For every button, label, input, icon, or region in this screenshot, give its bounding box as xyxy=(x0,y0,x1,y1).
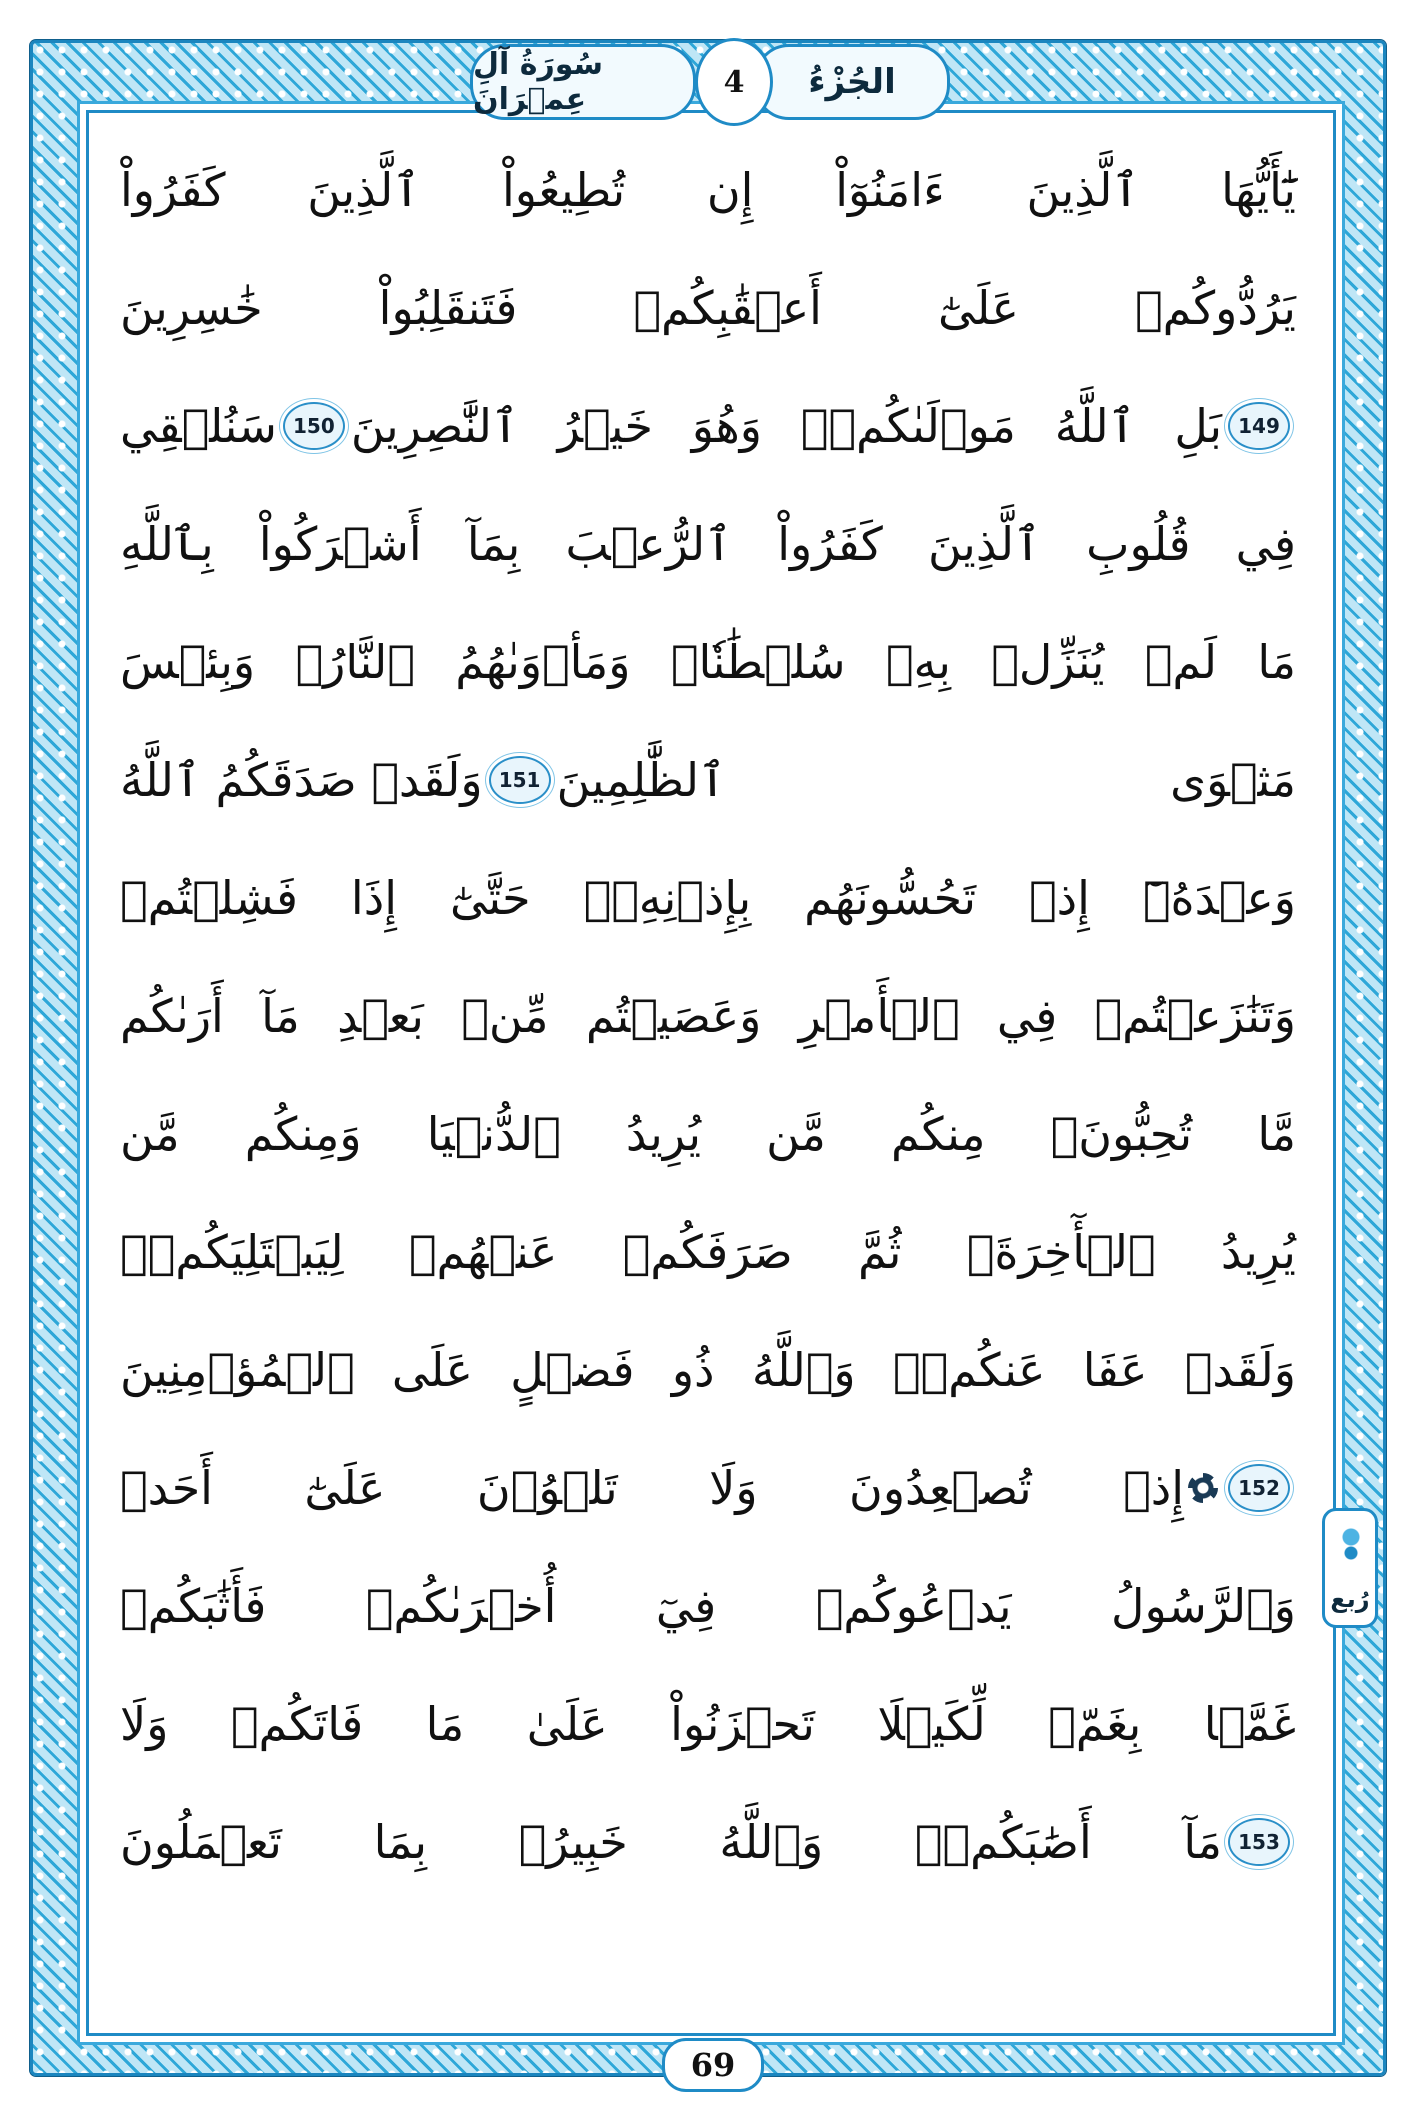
line-text: بَلِ ٱللَّهُ مَوۡلَىٰكُمۡۖ وَهُوَ خَيۡرُ ٱلنَّٰصِرِينَ xyxy=(350,399,1222,453)
text-line xyxy=(120,1320,1296,1420)
text-line xyxy=(120,730,1296,830)
line-text: مَثۡوَى ٱلظَّٰلِمِينَ xyxy=(556,753,1296,807)
text-line xyxy=(120,1202,1296,1302)
line-text: مَا لَمۡ يُنَزِّلۡ بِهِۦ سُلۡطَٰنٗاۖ وَمَأۡوَىٰهُمُ ٱلنَّارُۖ وَبِئۡسَ xyxy=(120,635,1296,689)
line-text: يَرُدُّوكُمۡ عَلَىٰٓ أَعۡقَٰبِكُمۡ فَتَنقَلِبُواْ خَٰسِرِينَ xyxy=(120,281,1296,335)
text-line xyxy=(120,966,1296,1066)
line-text: وَلَقَدۡ صَدَقَكُمُ ٱللَّهُ xyxy=(120,753,483,807)
line-text: وَعۡدَهُۥٓ إِذۡ تَحُسُّونَهُم بِإِذۡنِهِۦۖ حَتَّىٰٓ إِذَا فَشِلۡتُمۡ xyxy=(120,871,1296,925)
rub-label: رُبع xyxy=(1330,1585,1370,1613)
text-line xyxy=(120,1556,1296,1656)
text-line xyxy=(120,1792,1296,1892)
line-text: وَتَنَٰزَعۡتُمۡ فِي ٱلۡأَمۡرِ وَعَصَيۡتُم مِّنۢ بَعۡدِ مَآ أَرَىٰكُم xyxy=(120,989,1296,1043)
page-text xyxy=(120,140,1296,2020)
line-text: مَآ أَصَٰبَكُمۡۗ وَٱللَّهُ خَبِيرُۢ بِمَا تَعۡمَلُونَ xyxy=(120,1815,1222,1869)
text-line xyxy=(120,376,1296,476)
line-text: غَمَّۢا بِغَمّٖ لِّكَيۡلَا تَحۡزَنُواْ عَلَىٰ مَا فَاتَكُمۡ وَلَا xyxy=(120,1697,1296,1751)
text-line xyxy=(120,494,1296,594)
text-line xyxy=(120,1674,1296,1774)
page-number: 69 xyxy=(662,2038,764,2092)
ayah-marker: 152 xyxy=(1228,1464,1290,1512)
text-line xyxy=(120,258,1296,358)
line-text: مَّا تُحِبُّونَۚ مِنكُم مَّن يُرِيدُ ٱلدُّنۡيَا وَمِنكُم مَّن xyxy=(120,1107,1296,1161)
line-text: يَٰٓأَيُّهَا ٱلَّذِينَ ءَامَنُوٓاْ إِن تُطِيعُواْ ٱلَّذِينَ كَفَرُواْ xyxy=(120,163,1296,217)
text-line xyxy=(120,140,1296,240)
rub-ornament-icon xyxy=(1338,1521,1364,1561)
text-line xyxy=(120,612,1296,712)
ayah-marker: 149 xyxy=(1228,402,1290,450)
line-text: سَنُلۡقِي xyxy=(120,399,277,453)
page-header xyxy=(470,38,950,122)
text-line xyxy=(120,848,1296,948)
ayah-marker: 150 xyxy=(283,402,345,450)
line-text: إِذۡ تُصۡعِدُونَ وَلَا تَلۡوُۥنَ عَلَىٰٓ أَحَدٖ xyxy=(120,1461,1184,1515)
juz-label: الجُزْءُ xyxy=(754,44,950,120)
text-line xyxy=(120,1438,1296,1538)
line-text: وَٱلرَّسُولُ يَدۡعُوكُمۡ فِيٓ أُخۡرَىٰكُمۡ فَأَثَٰبَكُمۡ xyxy=(120,1579,1296,1633)
surah-name: سُورَةُ آلِ عِمۡرَانَ xyxy=(470,44,696,120)
rub-marker xyxy=(1322,1508,1378,1628)
juz-number: 4 xyxy=(695,38,773,126)
line-text: وَلَقَدۡ عَفَا عَنكُمۡۗ وَٱللَّهُ ذُو فَضۡلٍ عَلَى ٱلۡمُؤۡمِنِينَ xyxy=(120,1343,1296,1397)
line-text: يُرِيدُ ٱلۡأٓخِرَةَۚ ثُمَّ صَرَفَكُمۡ عَنۡهُمۡ لِيَبۡتَلِيَكُمۡۖ xyxy=(120,1225,1296,1279)
ayah-marker: 153 xyxy=(1228,1818,1290,1866)
hizb-star-icon xyxy=(1188,1473,1218,1503)
text-line xyxy=(120,1084,1296,1184)
ayah-marker: 151 xyxy=(489,756,551,804)
line-text: فِي قُلُوبِ ٱلَّذِينَ كَفَرُواْ ٱلرُّعۡبَ بِمَآ أَشۡرَكُواْ بِٱللَّهِ xyxy=(120,517,1296,571)
